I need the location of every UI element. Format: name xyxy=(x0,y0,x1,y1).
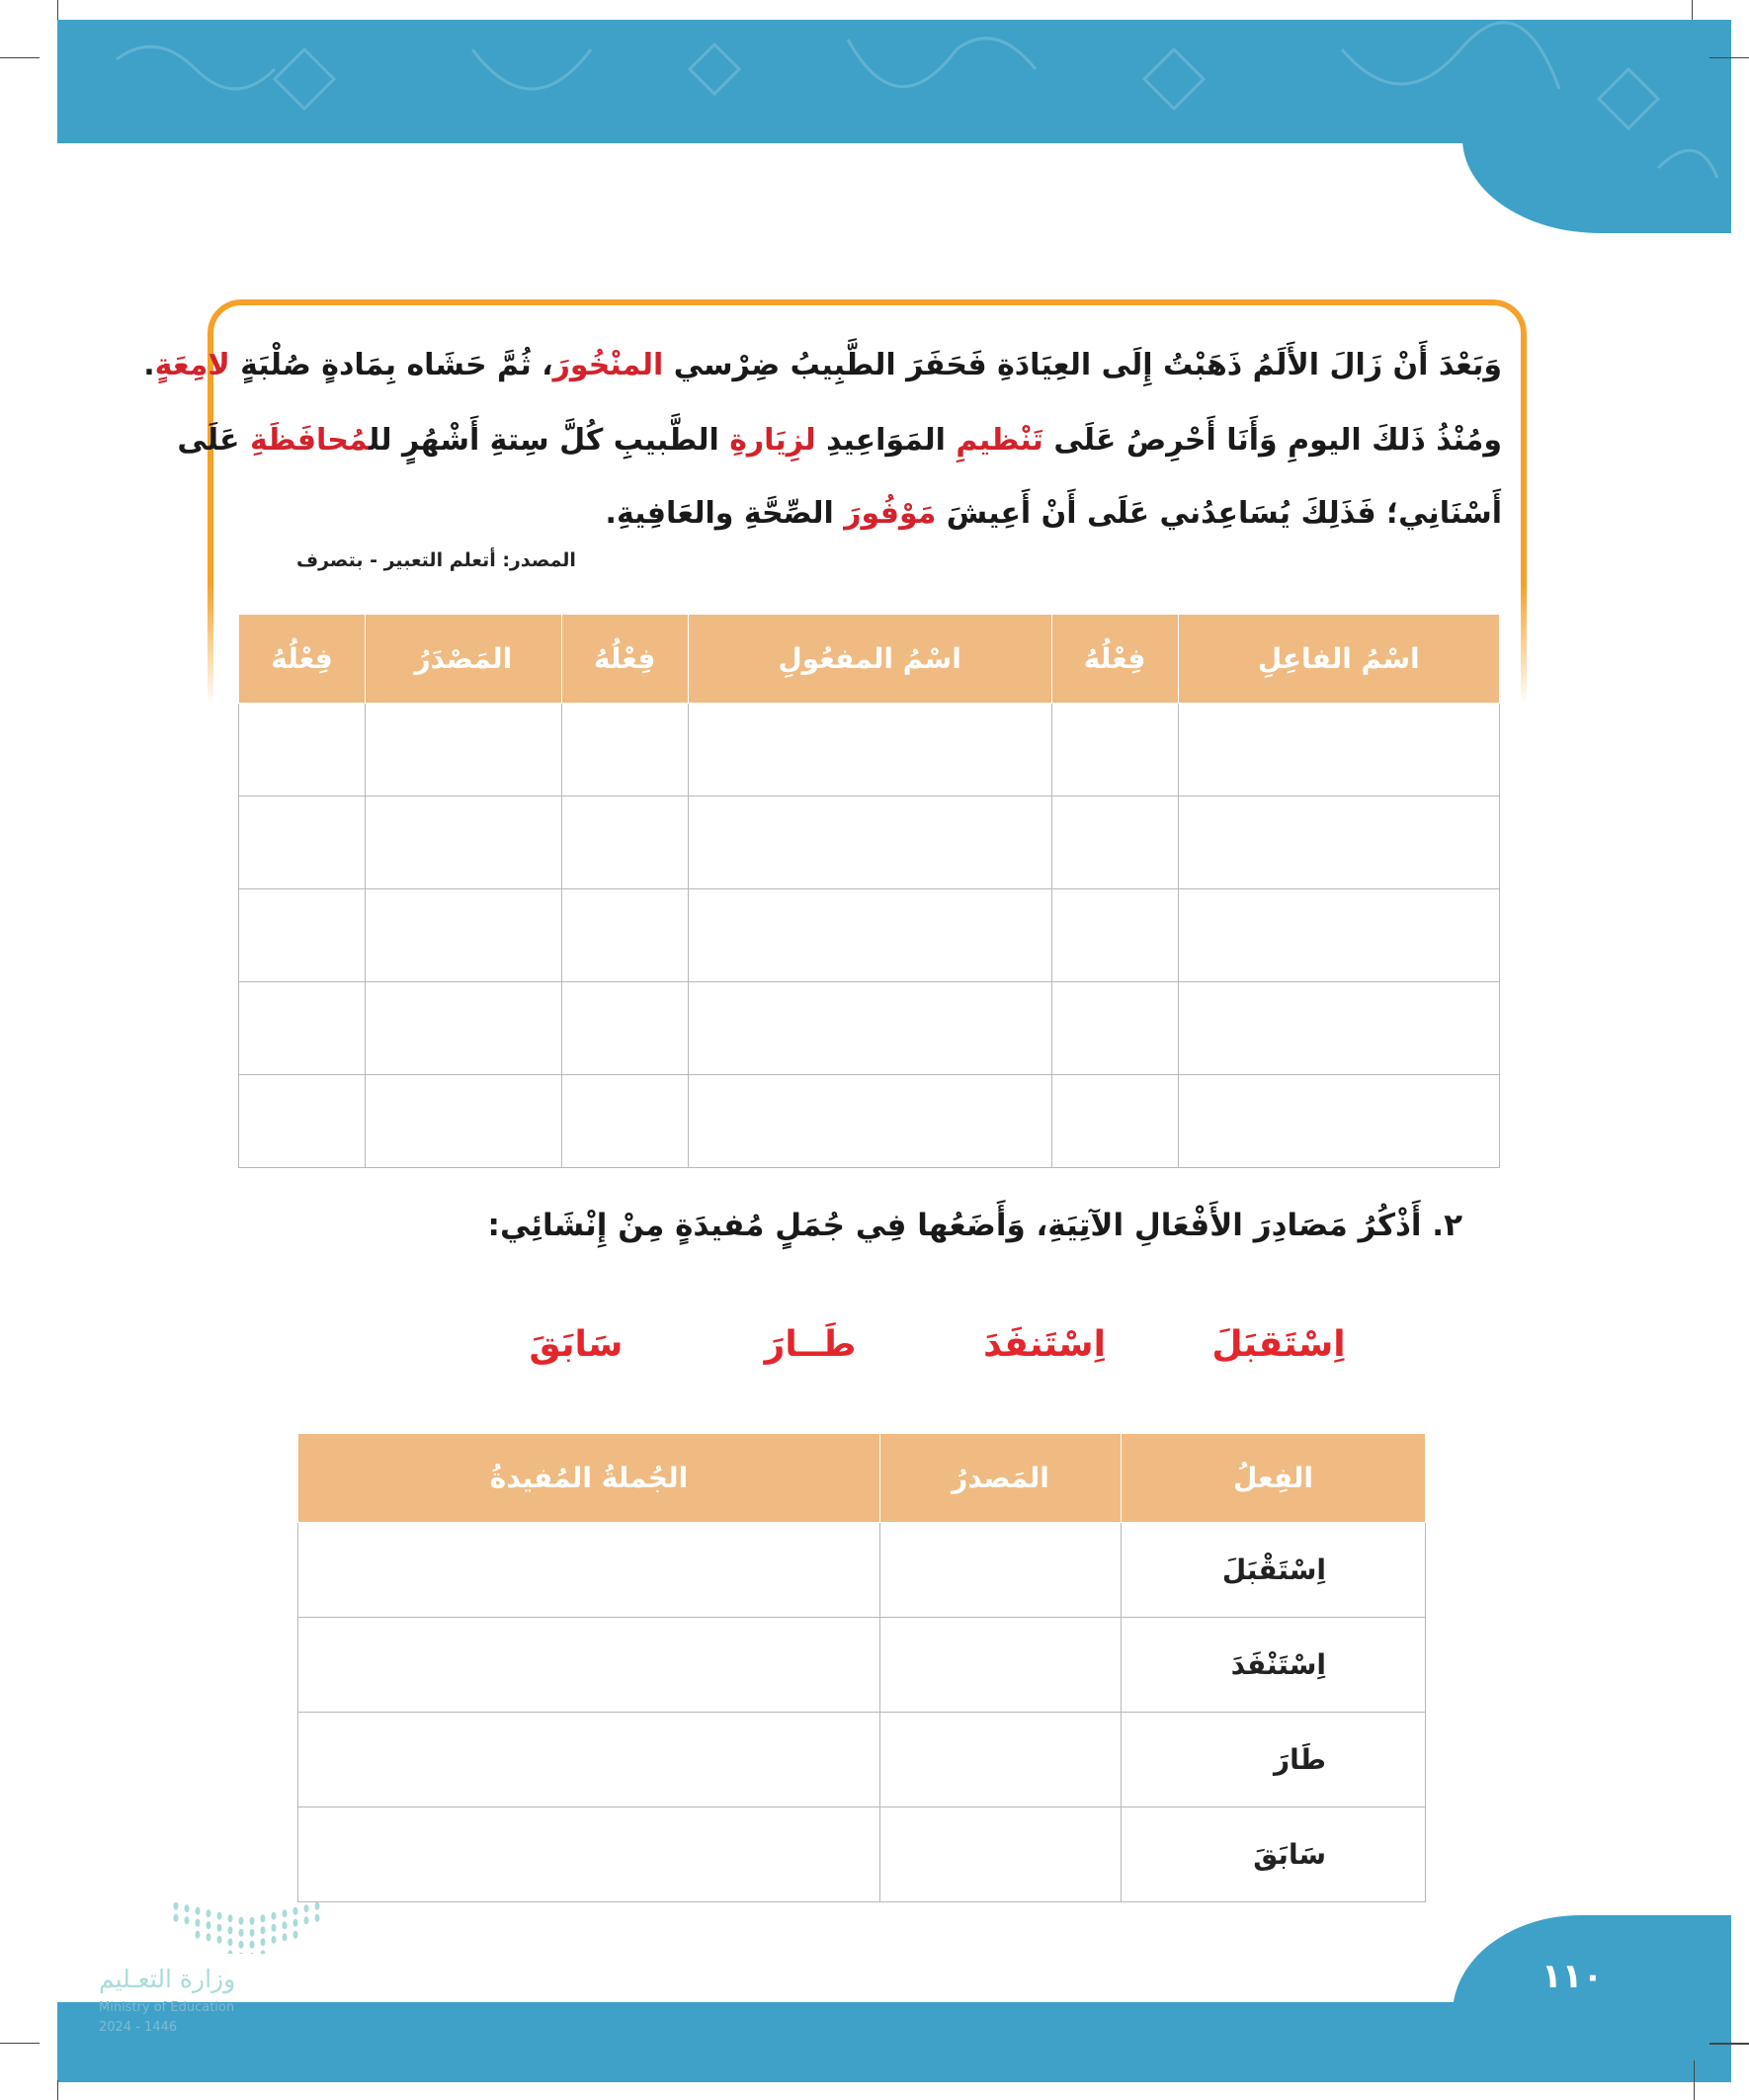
source-citation: المصدر: أتعلم التعبير - بتصرف xyxy=(296,549,576,571)
verb-2: اِسْتَنفَدَ xyxy=(983,1324,1106,1365)
crop-mark xyxy=(1709,57,1749,58)
answer-cell[interactable] xyxy=(880,1807,1122,1902)
answer-cell[interactable] xyxy=(298,1713,880,1807)
answer-cell[interactable] xyxy=(688,797,1051,889)
table-row xyxy=(239,1075,1500,1168)
answer-cell[interactable] xyxy=(1051,797,1178,889)
answer-cell[interactable] xyxy=(561,889,688,982)
highlight-word: لزِيَارةِ xyxy=(729,423,816,458)
answer-cell[interactable] xyxy=(298,1523,880,1618)
answer-cell[interactable] xyxy=(366,1075,562,1168)
column-header: فِعْلُهُ xyxy=(1051,615,1178,704)
logo-dot xyxy=(239,1941,244,1949)
logo-dot xyxy=(304,1916,309,1924)
logo-dot xyxy=(239,1917,244,1925)
text: أَسْنَانِي؛ فَذَلِكَ يُسَاعِدُني عَلَى أَنْ أَعِيشَ xyxy=(936,496,1502,531)
logo-dot xyxy=(207,1909,211,1917)
column-header: المَصدرُ xyxy=(880,1434,1122,1523)
text: وَبَعْدَ أَنْ زَالَ الأَلَمُ ذَهَبْتُ إِلَى العِيَادَةِ فَحَفَرَ الطَّبِيبُ ضِرْسي xyxy=(663,348,1502,382)
logo-dot xyxy=(293,1931,298,1939)
logo-dot xyxy=(261,1914,266,1922)
highlight-word: مَوْفُورَ xyxy=(844,496,937,531)
answer-cell[interactable] xyxy=(561,797,688,889)
highlight-word: المنْخُورَ xyxy=(552,348,664,382)
logo-dot xyxy=(250,1953,255,1954)
footer-bar xyxy=(57,2002,1731,2082)
answer-cell[interactable] xyxy=(1051,982,1178,1075)
logo-dot xyxy=(261,1950,266,1954)
logo-dot xyxy=(283,1921,288,1929)
answer-cell[interactable] xyxy=(880,1523,1122,1618)
crop-mark xyxy=(0,2043,40,2044)
logo-dot xyxy=(293,1907,298,1915)
ministry-name-english: Ministry of Education xyxy=(99,2000,235,2015)
answer-cell[interactable] xyxy=(688,889,1051,982)
answer-cell[interactable] xyxy=(1178,704,1499,797)
logo-dot xyxy=(217,1936,222,1944)
answer-cell[interactable] xyxy=(1051,1075,1178,1168)
logo-dot xyxy=(228,1950,233,1954)
text: ومُنْذُ ذَلكَ اليومِ وَأَنَا أَحْرِصُ عَلَى xyxy=(1042,423,1502,458)
question-2: ٢. أَذْكُرُ مَصَادِرَ الأَفْعَالِ الآتِيَةِ، وَأَضَعُها فِي جُمَلٍ مُفيدَةٍ مِنْ إِنْشَائِي: xyxy=(487,1208,1462,1243)
answer-cell[interactable] xyxy=(239,982,366,1075)
logo-dot xyxy=(293,1919,298,1927)
verb-3: طَــارَ xyxy=(764,1324,857,1365)
logo-dot xyxy=(196,1931,201,1939)
logo-dot xyxy=(239,1929,244,1937)
verb-cell: سَابَقَ xyxy=(1122,1807,1426,1902)
text: الصِّحَّةِ والعَافِيةِ. xyxy=(605,496,845,531)
logo-dot xyxy=(228,1914,233,1922)
highlight-word: لامِعَةٍ xyxy=(154,348,230,382)
answer-cell[interactable] xyxy=(1178,889,1499,982)
column-header: اسْمُ المفعُولِ xyxy=(688,615,1051,704)
text: ، ثُمَّ حَشَاه بِمَادةٍ صُلْبَةٍ xyxy=(229,348,553,382)
logo-dot xyxy=(207,1933,211,1941)
answer-cell[interactable] xyxy=(366,797,562,889)
answer-cell[interactable] xyxy=(880,1713,1122,1807)
crop-mark xyxy=(0,57,40,58)
column-header: فِعْلُهُ xyxy=(561,615,688,704)
derivatives-table xyxy=(238,614,1500,1168)
highlight-word: تَنْظيمِ xyxy=(956,423,1043,458)
verb-cell: اِسْتَنْفَدَ xyxy=(1122,1618,1426,1713)
answer-cell[interactable] xyxy=(561,982,688,1075)
logo-dot xyxy=(315,1902,320,1910)
table-row xyxy=(239,797,1500,889)
logo-dot xyxy=(217,1924,222,1932)
answer-cell[interactable] xyxy=(239,1075,366,1168)
passage-line-3 xyxy=(316,496,1502,531)
highlight-word: مُحافَظَةِ xyxy=(249,423,370,458)
answer-cell[interactable] xyxy=(239,797,366,889)
answer-cell[interactable] xyxy=(561,1075,688,1168)
column-header: المَصْدَرُ xyxy=(366,615,562,704)
verb-4: سَابَقَ xyxy=(529,1324,624,1365)
answer-cell[interactable] xyxy=(1051,704,1178,797)
column-header: اسْمُ الفاعِلِ xyxy=(1178,615,1499,704)
answer-cell[interactable] xyxy=(688,704,1051,797)
column-header: الجُملةُ المُفيدةُ xyxy=(298,1434,880,1523)
logo-dot xyxy=(239,1953,244,1954)
logo-dot xyxy=(283,1933,288,1941)
answer-cell[interactable] xyxy=(366,889,562,982)
answer-cell[interactable] xyxy=(1178,1075,1499,1168)
logo-dot xyxy=(315,1914,320,1922)
answer-cell[interactable] xyxy=(1178,982,1499,1075)
answer-cell[interactable] xyxy=(239,704,366,797)
logo-dot xyxy=(185,1904,190,1912)
table-row xyxy=(298,1618,1426,1713)
table-row xyxy=(239,889,1500,982)
answer-cell[interactable] xyxy=(298,1618,880,1713)
table-row xyxy=(298,1807,1426,1902)
table-row xyxy=(239,982,1500,1075)
answer-cell[interactable] xyxy=(298,1807,880,1902)
logo-dot xyxy=(228,1926,233,1934)
logo-dot xyxy=(217,1912,222,1920)
page-number: ١١٠ xyxy=(1541,1957,1604,1996)
logo-dot xyxy=(304,1904,309,1912)
calligraphy-pattern xyxy=(57,20,1731,233)
verb-1: اِسْتَقبَلَ xyxy=(1211,1324,1346,1365)
answer-cell[interactable] xyxy=(366,704,562,797)
logo-dot xyxy=(174,1902,179,1910)
crop-mark xyxy=(1692,0,1693,20)
passage-line-1 xyxy=(143,348,1502,382)
logo-dot xyxy=(196,1919,201,1927)
text: المَوَاعِيدِ xyxy=(815,423,957,458)
logo-dot xyxy=(207,1921,211,1929)
table-row xyxy=(298,1713,1426,1807)
answer-cell[interactable] xyxy=(561,704,688,797)
logo-dot xyxy=(250,1941,255,1949)
logo-dot xyxy=(272,1912,277,1920)
logo-dot xyxy=(250,1929,255,1937)
column-header: الفِعلُ xyxy=(1122,1434,1426,1523)
answer-cell[interactable] xyxy=(366,982,562,1075)
answer-cell[interactable] xyxy=(880,1618,1122,1713)
text: عَلَى xyxy=(177,423,250,458)
answer-cell[interactable] xyxy=(1178,797,1499,889)
logo-dot xyxy=(272,1936,277,1944)
logo-dot xyxy=(228,1938,233,1946)
crop-mark xyxy=(57,2080,58,2100)
edition-year: 2024 - 1446 xyxy=(99,2020,178,2035)
crop-mark xyxy=(1709,2043,1749,2045)
column-header: فِعْلُهُ xyxy=(239,615,366,704)
crop-mark xyxy=(57,0,58,20)
logo-dot xyxy=(261,1926,266,1934)
text: . xyxy=(143,348,155,382)
table-row xyxy=(239,704,1500,797)
crop-mark xyxy=(1694,2060,1695,2100)
verb-cell: اِسْتَقْبَلَ xyxy=(1122,1523,1426,1618)
verb-cell: طَارَ xyxy=(1122,1713,1426,1807)
logo-dot xyxy=(283,1909,288,1917)
logo-dot xyxy=(174,1914,179,1922)
ministry-logo-icon xyxy=(171,1902,324,1954)
answer-cell[interactable] xyxy=(1051,889,1178,982)
ministry-name-arabic: وزارة التعـليم xyxy=(99,1965,236,1993)
logo-dot xyxy=(261,1938,266,1946)
logo-dot xyxy=(250,1917,255,1925)
logo-dot xyxy=(196,1907,201,1915)
answer-cell[interactable] xyxy=(688,1075,1051,1168)
text: الطَّبيبِ كُلَّ سِتةِ أَشْهُرٍ لل xyxy=(369,423,730,458)
answer-cell[interactable] xyxy=(688,982,1051,1075)
logo-dot xyxy=(185,1916,190,1924)
passage-line-2 xyxy=(177,423,1502,458)
answer-cell[interactable] xyxy=(239,889,366,982)
masdar-table xyxy=(297,1433,1426,1902)
table-row xyxy=(298,1523,1426,1618)
logo-dot xyxy=(272,1924,277,1932)
